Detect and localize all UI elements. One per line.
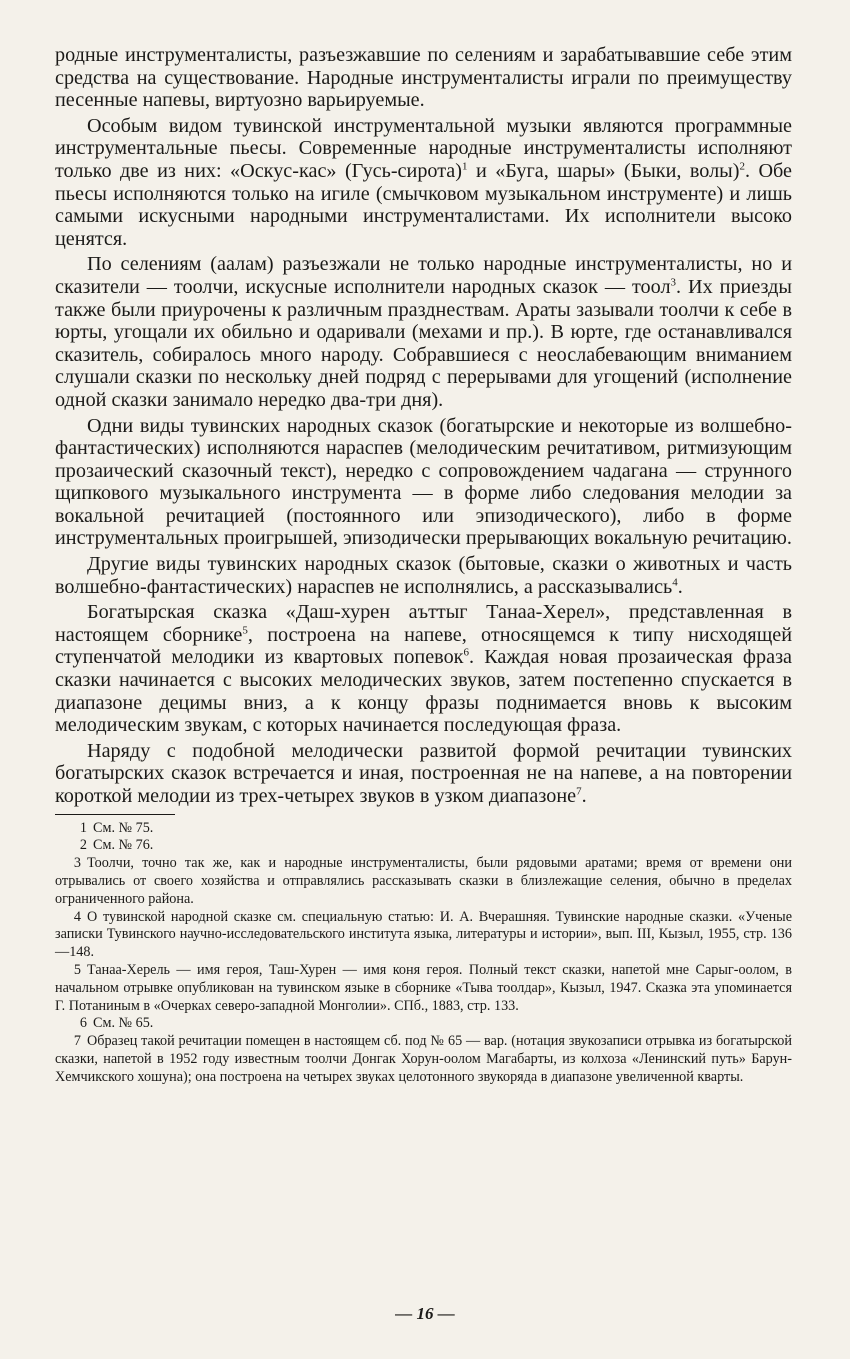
footnote-ref-6: 6 — [463, 646, 469, 659]
paragraph-4: Одни виды тувинских народных сказок (богатырские и некоторые из волшебно-фантастических) исполняются нараспев (мелодическим речитативом, ритмизующим прозаический сказочный текст), нередко с сопровождением чадагана — струнного щипкового музыкального инструмента — в форме либо следования мелодии за вокальной речитацией (постоянного или эпизодического), либо в форме инструментальных проигрышей, эпизодически прерывающих вокальную речитацию. — [55, 414, 792, 550]
footnote-ref-2: 2 — [739, 160, 745, 173]
footnote-3: 3 Тоолчи, точно так же, как и народные инструменталисты, были рядовыми аратами; время от времени они отрывались от своего хозяйства и отправлялись рассказывать сказки в близлежащие селения, обычно в пределах ограниченного района. — [55, 855, 792, 907]
footnote-divider — [55, 814, 175, 815]
footnote-1: 1 См. № 75. — [79, 819, 154, 836]
main-text — [55, 44, 792, 808]
footnote-ref-7: 7 — [576, 785, 582, 798]
paragraph-5: Другие виды тувинских народных сказок (бытовые, сказки о животных и часть волшебно-фантастических) нараспев не исполнялись, а рассказывались$^4$. — [55, 553, 792, 598]
paragraph-2: Особым видом тувинской инструментальной музыки являются программные инструментальные пьесы. Современные народные инструменталисты исполняют только две из них: «Оскус-кас» (Гусь-сирота)$^1$ и «Буга, шары» (Быки, волы)$^2$. Обе пьесы исполняются только на игиле (смычковом музыкальном инструменте) и лишь самыми искусными народными инструменталистами. Их исполнители высоко ценятся. — [55, 114, 793, 250]
paragraph-3: По селениям (аалам) разъезжали не только народные инструменталисты, но и сказители — тоолчи, искусные исполнители народных сказок — тоол$^3$. Их приезды также были приурочены к различным празднествам. Араты зазывали тоолчи к себе в юрты, угощали их обильно и одаривали (мехами и пр.). В юрте, где останавливался сказитель, собиралось много народу. Собравшиеся с неослабевающим вниманием слушали сказки по нескольку дней подряд с перерывами для угощений (исполнение одной сказки занимало нередко два-три дня). — [55, 253, 792, 411]
footnote-ref-4: 4 — [672, 575, 678, 588]
footnote-2: 2 См. № 76. — [79, 837, 154, 854]
paragraph-6: Богатырская сказка «Даш-хурен аъттыг Танаа-Херел», представленная в настоящем сборнике$^5$, построена на напеве, относящемся к типу нисходящей ступенчатой мелодики из квартовых попевок$^6$. Каждая новая прозаическая фраза сказки начинается с высоких мелодических звуков, затем постепенно спускается в диапазоне децимы вниз, а к концу фразы поднимается вновь к высоким мелодическим звукам, с которых начинается последующая фраза. — [55, 601, 793, 737]
footnote-5: 5 Танаа-Херель — имя героя, Таш-Хурен — имя коня героя. Полный текст сказки, напетой мне Сарыг-оолом, в начальном отрывке опубликован на тувинском языке в сборнике «Тыва тоолдар», Кызыл, 1947. Сказка эта упоминается Г. Потаниным в «Очерках северо-западной Монголии». СПб., 1883, стр. 133. — [55, 961, 792, 1014]
footnote-ref-3: 3 — [670, 276, 677, 289]
paragraph-7: Наряду с подобной мелодически развитой формой речитации тувинских богатырских сказок встречается и иная, построенная не на напеве, а на повторении короткой мелодии из трех-четырех звуков в узком диапазоне$^7$. — [55, 739, 792, 807]
footnote-4: 4 О тувинской народной сказке см. специальную статью: И. А. Вчерашняя. Тувинские народные сказки. «Ученые записки Тувинского научно-исследовательского института языка, литературы и истории», вып. III, Кызыл, 1955, стр. 136—148. — [55, 908, 792, 961]
footnotes — [55, 820, 792, 1087]
footnote-6: 6 См. № 65. — [79, 1015, 154, 1032]
footnote-ref-5: 5 — [242, 624, 248, 637]
footnote-ref-1: 1 — [462, 160, 468, 173]
page-number: — 16 — — [395, 1304, 455, 1323]
paragraph-1: родные инструменталисты, разъезжавшие по селениям и зарабатывавшие себе этим средства на существование. Народные инструменталисты играли по преимуществу песенные напевы, виртуозно варьируемые. — [55, 44, 792, 112]
footnote-7: 7 Образец такой речитации помещен в настоящем сб. под № 65 — вар. (нотация звукозаписи отрывка из богатырской сказки, напетой в 1952 году известным тоолчи Донгак Хорун-оолом Магабарты, из колхоза «Ленинский путь» Барун-Хемчикского хошуна); она построена на четырех звуках целотонного звукоряда в диапазоне увеличенной кварты. — [55, 1033, 792, 1085]
